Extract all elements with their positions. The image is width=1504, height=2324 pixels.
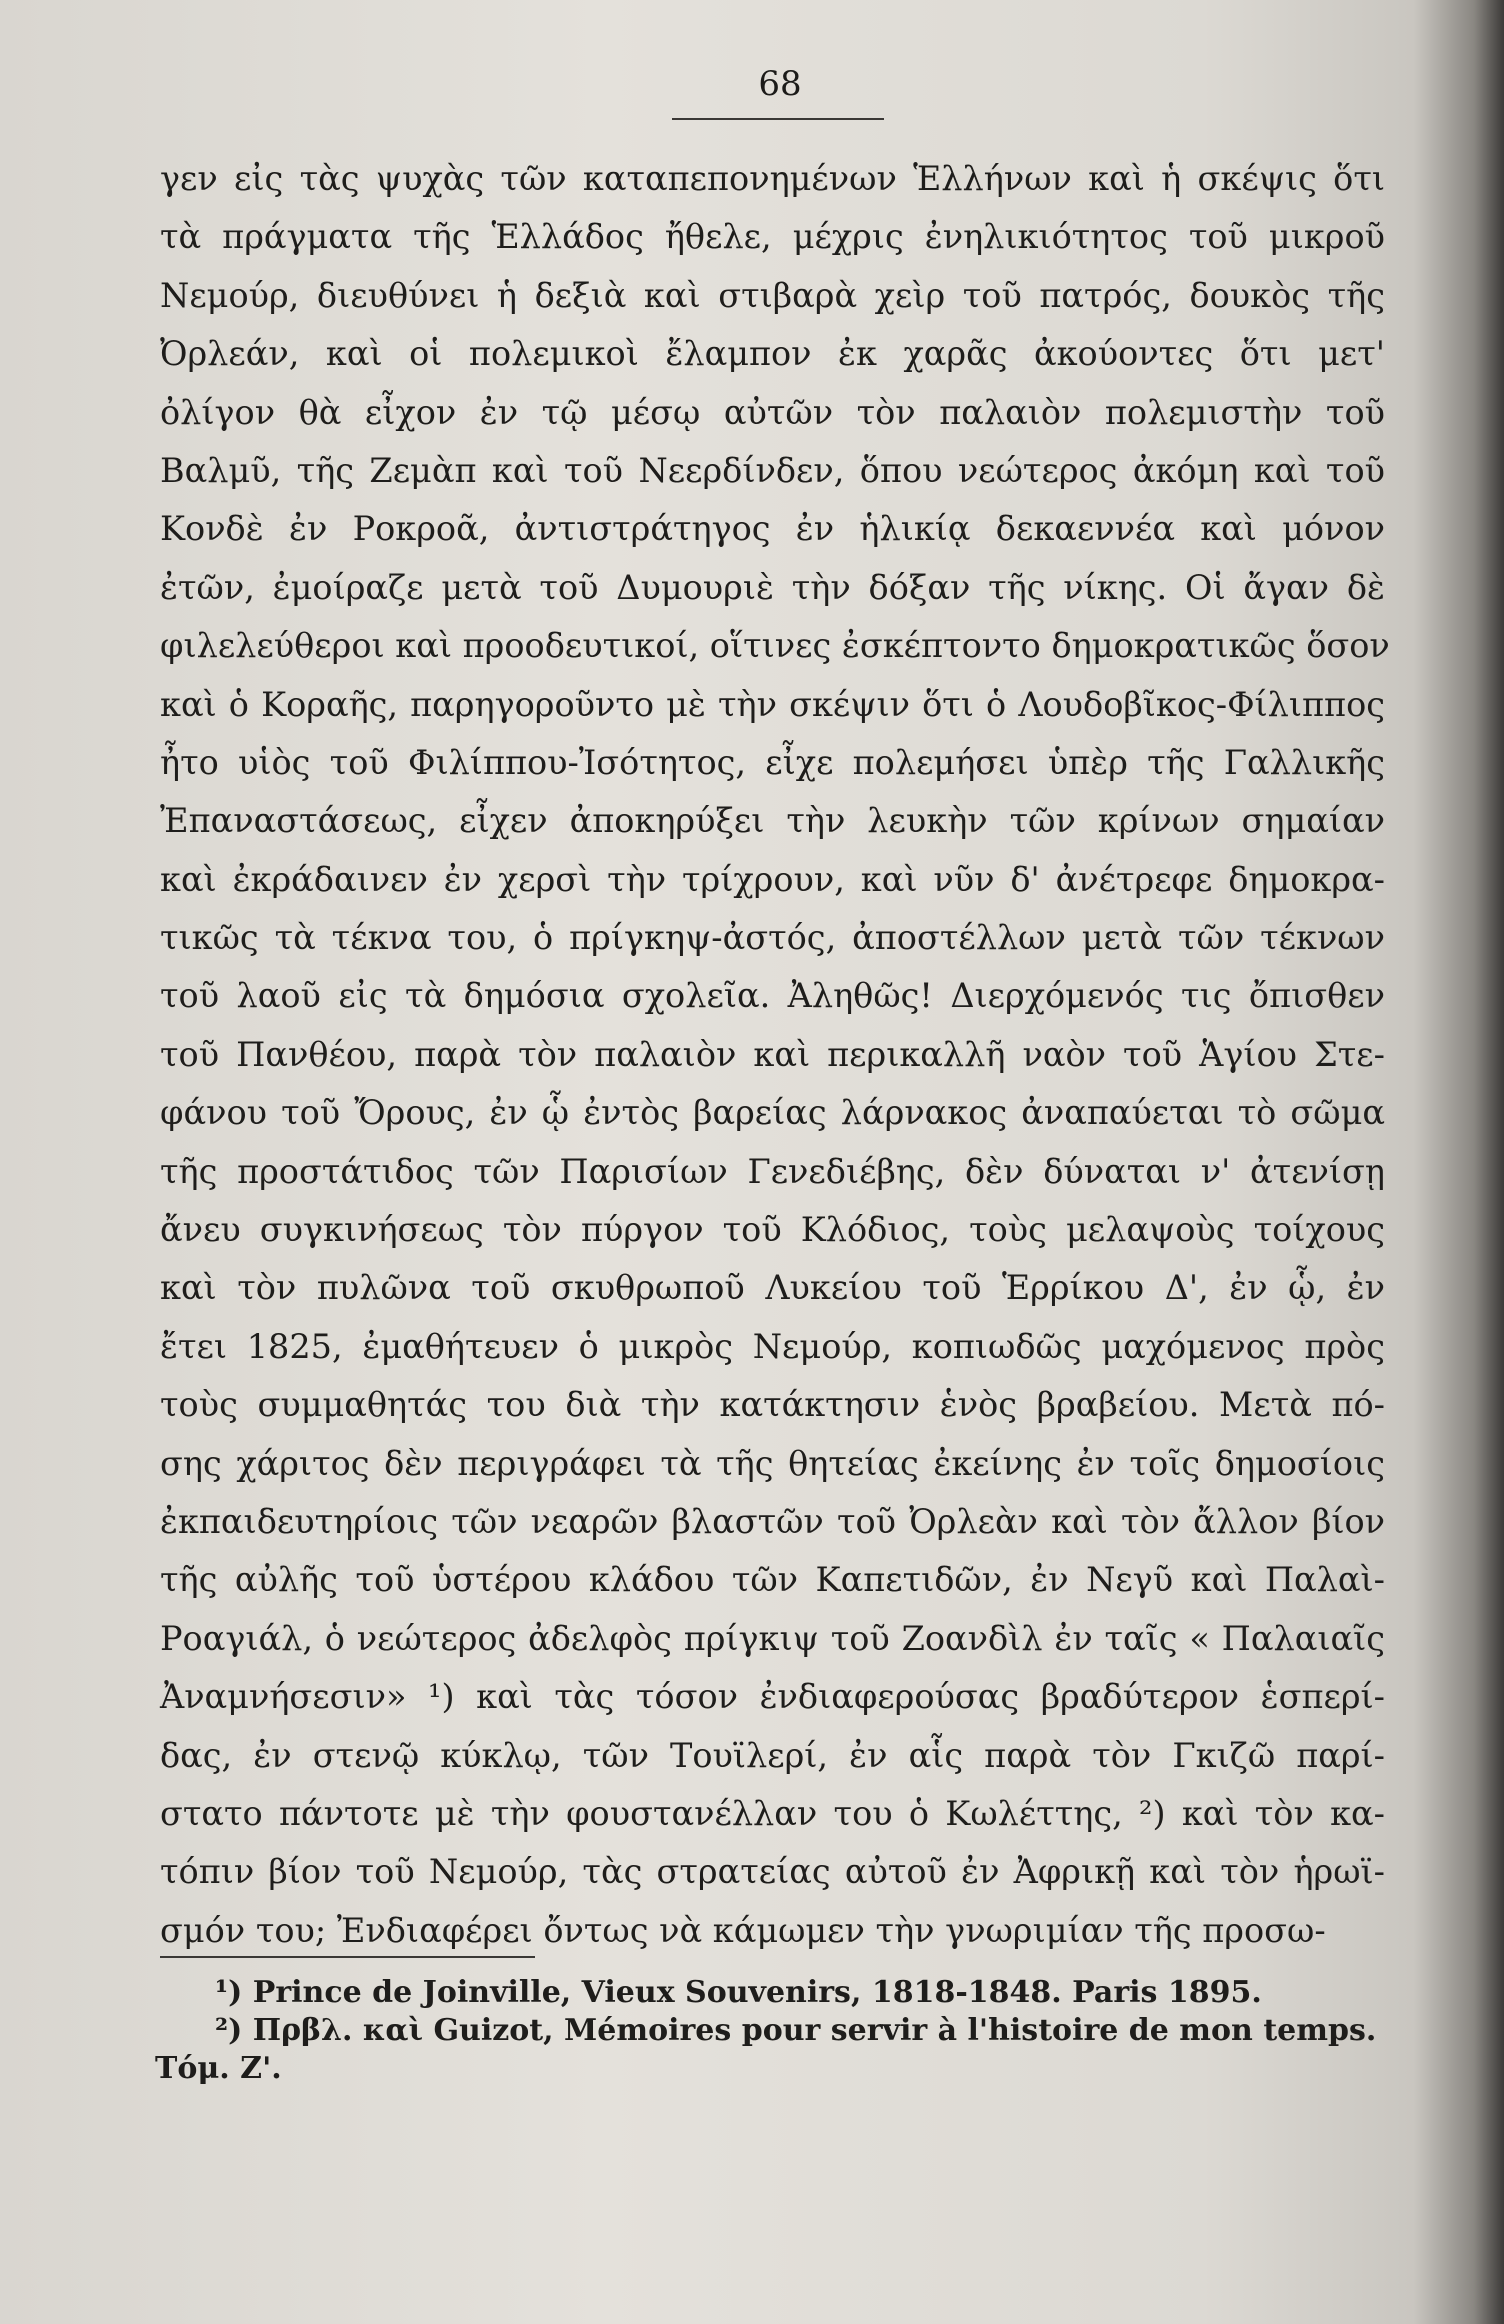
text-line: Ροαγιάλ, ὁ νεώτερος ἀδελφὸς πρίγκιψ τοῦ Ζοανδὶλ ἐν ταῖς « Παλαιαῖς bbox=[160, 1618, 1385, 1658]
text-line: τῆς αὐλῆς τοῦ ὑστέρου κλάδου τῶν Καπετιδῶν, ἐν Νεγῦ καὶ Παλαὶ- bbox=[160, 1560, 1385, 1600]
text-line: καὶ ἐκράδαινεν ἐν χερσὶ τὴν τρίχρουν, καὶ νῦν δ' ἀνέτρεφε δημοκρα- bbox=[160, 859, 1385, 899]
text-line: Κονδὲ ἐν Ροκροᾶ, ἀντιστράτηγος ἐν ἡλικίᾳ δεκαεννέα καὶ μόνον bbox=[160, 509, 1385, 549]
text-line: Βαλμῦ, τῆς Ζεμὰπ καὶ τοῦ Νεερδίνδεν, ὅπου νεώτερος ἀκόμη καὶ τοῦ bbox=[160, 450, 1385, 490]
footnote-1: ¹) Prince de Joinville, Vieux Souvenirs, 1818-1848. Paris 1895. bbox=[215, 1975, 1262, 2010]
text-line: καὶ ὁ Κοραῆς, παρηγοροῦντο μὲ τὴν σκέψιν ὅτι ὁ Λουδοβῖκος-Φίλιππος bbox=[160, 684, 1385, 724]
text-line: φάνου τοῦ Ὄρους, ἐν ᾧ ἐντὸς βαρείας λάρνακος ἀναπαύεται τὸ σῶμα bbox=[160, 1093, 1385, 1133]
text-line: ἄνευ συγκινήσεως τὸν πύργον τοῦ Κλόδιος, τοὺς μελαψοὺς τοίχους bbox=[160, 1210, 1385, 1250]
text-line: φιλελεύθεροι καὶ προοδευτικοί, οἵτινες ἐσκέπτοντο δημοκρατικῶς ὅσον bbox=[160, 626, 1390, 666]
footnotes bbox=[155, 1974, 1377, 2088]
text-line: τοῦ λαοῦ εἰς τὰ δημόσια σχολεῖα. Ἀληθῶς! Διερχόμενός τις ὄπισθεν bbox=[160, 976, 1385, 1016]
text-line: στατο πάντοτε μὲ τὴν φουστανέλλαν του ὁ Κωλέττης, ²) καὶ τὸν κα- bbox=[160, 1793, 1385, 1833]
text-line: καὶ τὸν πυλῶνα τοῦ σκυθρωποῦ Λυκείου τοῦ Ἑρρίκου Δ', ἐν ᾧ, ἐν bbox=[160, 1268, 1385, 1308]
text-line: ὀλίγον θὰ εἶχον ἐν τῷ μέσῳ αὐτῶν τὸν παλαιὸν πολεμιστὴν τοῦ bbox=[160, 392, 1385, 432]
text-line: Ἀναμνήσεσιν» ¹) καὶ τὰς τόσον ἐνδιαφερούσας βραδύτερον ἑσπερί- bbox=[160, 1677, 1385, 1717]
text-line: σμόν του; Ἐνδιαφέρει ὄντως νὰ κάμωμεν τὴν γνωριμίαν τῆς προσω- bbox=[160, 1910, 1326, 1950]
text-line: σης χάριτος δὲν περιγράφει τὰ τῆς θητείας ἐκείνης ἐν τοῖς δημοσίοις bbox=[160, 1443, 1385, 1483]
text-line: τῆς προστάτιδος τῶν Παρισίων Γενεδιέβης, δὲν δύναται ν' ἀτενίσῃ bbox=[160, 1151, 1385, 1191]
header-rule bbox=[672, 118, 884, 120]
text-line: Ἐπαναστάσεως, εἶχεν ἀποκηρύξει τὴν λευκὴν τῶν κρίνων σημαίαν bbox=[160, 801, 1385, 841]
text-line: γεν εἰς τὰς ψυχὰς τῶν καταπεπονημένων Ἑλλήνων καὶ ἡ σκέψις ὅτι bbox=[160, 159, 1385, 198]
text-line: τικῶς τὰ τέκνα του, ὁ πρίγκηψ-ἀστός, ἀποστέλλων μετὰ τῶν τέκνων bbox=[160, 918, 1385, 958]
text-line: τόπιν βίον τοῦ Νεμούρ, τὰς στρατείας αὐτοῦ ἐν Ἀφρικῇ καὶ τὸν ἡρωϊ- bbox=[160, 1852, 1385, 1892]
text-line: τοῦ Πανθέου, παρὰ τὸν παλαιὸν καὶ περικαλλῆ ναὸν τοῦ Ἁγίου Στε- bbox=[160, 1034, 1385, 1074]
footnote-rule bbox=[160, 1956, 535, 1958]
text-line: τὰ πράγματα τῆς Ἑλλάδος ἤθελε, μέχρις ἐνηλικιότητος τοῦ μικροῦ bbox=[160, 217, 1385, 257]
text-line: ἔτει 1825, ἐμαθήτευεν ὁ μικρὸς Νεμούρ, κοπιωδῶς μαχόμενος πρὸς bbox=[160, 1326, 1385, 1366]
text-line: δας, ἐν στενῷ κύκλῳ, τῶν Τουϊλερί, ἐν αἷς παρὰ τὸν Γκιζῶ παρί- bbox=[160, 1735, 1385, 1775]
page-number: 68 bbox=[758, 64, 802, 104]
body-text bbox=[160, 150, 1390, 1960]
text-line: ἦτο υἱὸς τοῦ Φιλίππου-Ἰσότητος, εἶχε πολεμήσει ὑπὲρ τῆς Γαλλικῆς bbox=[160, 742, 1385, 782]
footnote-2-continuation: Τόμ. Ζ'. bbox=[155, 2051, 282, 2086]
text-line: Ὀρλεάν, καὶ οἱ πολεμικοὶ ἔλαμπον ἐκ χαρᾶς ἀκούοντες ὅτι μετ' bbox=[160, 334, 1385, 374]
text-line: Νεμούρ, διευθύνει ἡ δεξιὰ καὶ στιβαρὰ χεὶρ τοῦ πατρός, δουκὸς τῆς bbox=[160, 275, 1385, 315]
text-line: ἐκπαιδευτηρίοις τῶν νεαρῶν βλαστῶν τοῦ Ὀρλεὰν καὶ τὸν ἄλλον βίον bbox=[160, 1501, 1385, 1541]
text-line: τοὺς συμμαθητάς του διὰ τὴν κατάκτησιν ἑνὸς βραβείου. Μετὰ πό- bbox=[160, 1385, 1385, 1425]
footnote-2: ²) Πρβλ. καὶ Guizot, Mémoires pour servir à l'histoire de mon temps. bbox=[215, 2013, 1377, 2048]
text-line: ἐτῶν, ἐμοίραζε μετὰ τοῦ Δυμουριὲ τὴν δόξαν τῆς νίκης. Οἱ ἄγαν δὲ bbox=[160, 567, 1385, 607]
